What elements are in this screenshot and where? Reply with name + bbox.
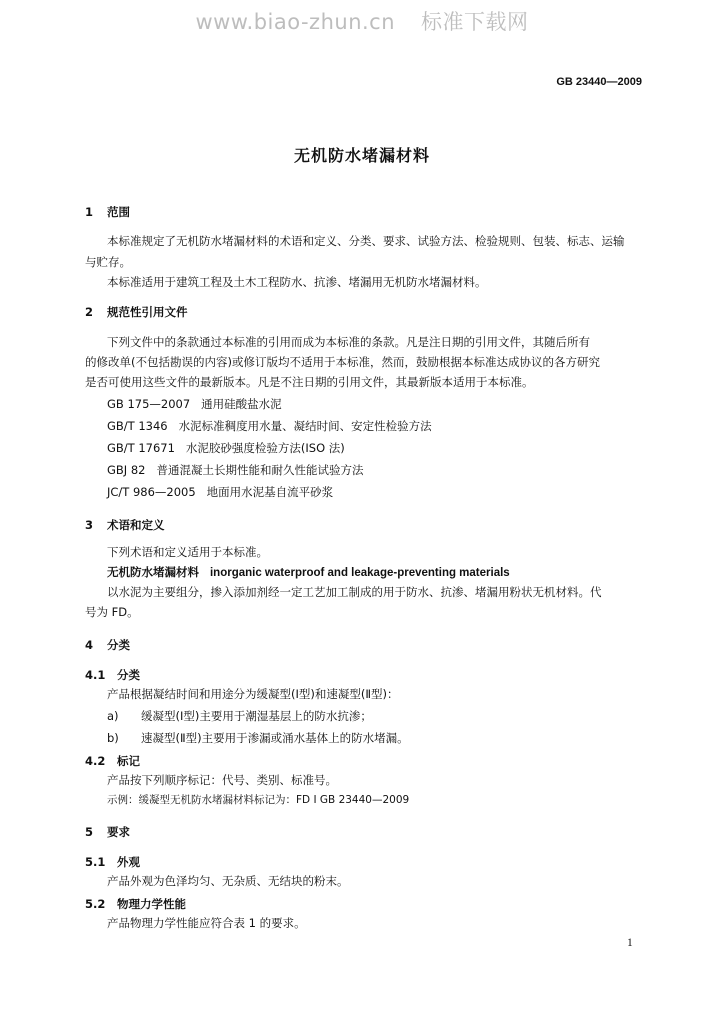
section-1-para1-line2: 与贮存。: [85, 255, 131, 269]
page-number: 1: [627, 937, 633, 949]
reference-item: GB 175—2007 通用硅酸盐水泥: [107, 397, 282, 411]
section-4-1-para: 产品根据凝结时间和用途分为缓凝型(Ⅰ型)和速凝型(Ⅱ型)：: [107, 687, 399, 701]
reference-item: GB/T 17671 水泥胶砂强度检验方法(ISO 法): [107, 441, 345, 455]
section-4-2-heading: 4.2 标记: [85, 754, 140, 768]
section-4-1-heading: 4.1 分类: [85, 668, 140, 682]
section-2-heading: 2 规范性引用文件: [85, 305, 188, 319]
reference-item: JC/T 986—2005 地面用水泥基自流平砂浆: [107, 485, 334, 499]
section-5-1-heading: 5.1 外观: [85, 855, 140, 869]
reference-item: GBJ 82 普通混凝土长期性能和耐久性能试验方法: [107, 463, 364, 477]
list-item: b) 速凝型(Ⅱ型)主要用于渗漏或涌水基体上的防水堵漏。: [107, 731, 409, 745]
term-en: inorganic waterproof and leakage-preventing materials: [209, 567, 510, 579]
term-entry: [107, 565, 510, 580]
section-3-para1: 下列术语和定义适用于本标准。: [107, 545, 268, 559]
section-5-1-para: 产品外观为色泽均匀、无杂质、无结块的粉末。: [107, 874, 349, 888]
section-2-para-line3: 是否可使用这些文件的最新版本。凡是不注日期的引用文件，其最新版本适用于本标准。: [85, 375, 534, 389]
term-definition-line2: 号为 FD。: [85, 605, 139, 619]
watermark: [0, 6, 724, 36]
section-2-para-line2: 的修改单(不包括勘误的内容)或修订版均不适用于本标准，然而，鼓励根据本标准达成协议的各方研究: [85, 355, 600, 369]
section-5-2-heading: 5.2 物理力学性能: [85, 897, 186, 911]
section-5-heading: 5 要求: [85, 825, 130, 839]
marking-example: 示例：缓凝型无机防水堵漏材料标记为：FD Ⅰ GB 23440—2009: [107, 794, 410, 806]
section-1-heading: 1 范围: [85, 205, 130, 219]
section-4-2-para: 产品按下列顺序标记：代号、类别、标准号。: [107, 773, 337, 787]
section-5-2-para: 产品物理力学性能应符合表 1 的要求。: [107, 916, 306, 930]
section-2-para-line1: 下列文件中的条款通过本标准的引用而成为本标准的条款。凡是注日期的引用文件，其随后所有: [107, 335, 590, 349]
section-4-heading: 4 分类: [85, 638, 130, 652]
section-1-para1-line1: 本标准规定了无机防水堵漏材料的术语和定义、分类、要求、试验方法、检验规则、包装、标志、运输: [107, 234, 625, 248]
term-cn: 无机防水堵漏材料: [107, 565, 199, 579]
list-item: a) 缓凝型(Ⅰ型)主要用于潮湿基层上的防水抗渗；: [107, 709, 372, 723]
term-definition-line1: 以水泥为主要组分，掺入添加剂经一定工艺加工制成的用于防水、抗渗、堵漏用粉状无机材料。代: [107, 585, 602, 599]
reference-item: GB/T 1346 水泥标准稠度用水量、凝结时间、安定性检验方法: [107, 419, 432, 433]
watermark-url: www.biao-zhun.cn: [195, 10, 396, 34]
section-1-para2: 本标准适用于建筑工程及土木工程防水、抗渗、堵漏用无机防水堵漏材料。: [107, 275, 487, 289]
section-3-heading: 3 术语和定义: [85, 518, 165, 532]
watermark-site: 标准下载网: [421, 10, 529, 34]
standard-code: GB 23440—2009: [556, 76, 642, 88]
document-title: 无机防水堵漏材料: [293, 146, 430, 165]
